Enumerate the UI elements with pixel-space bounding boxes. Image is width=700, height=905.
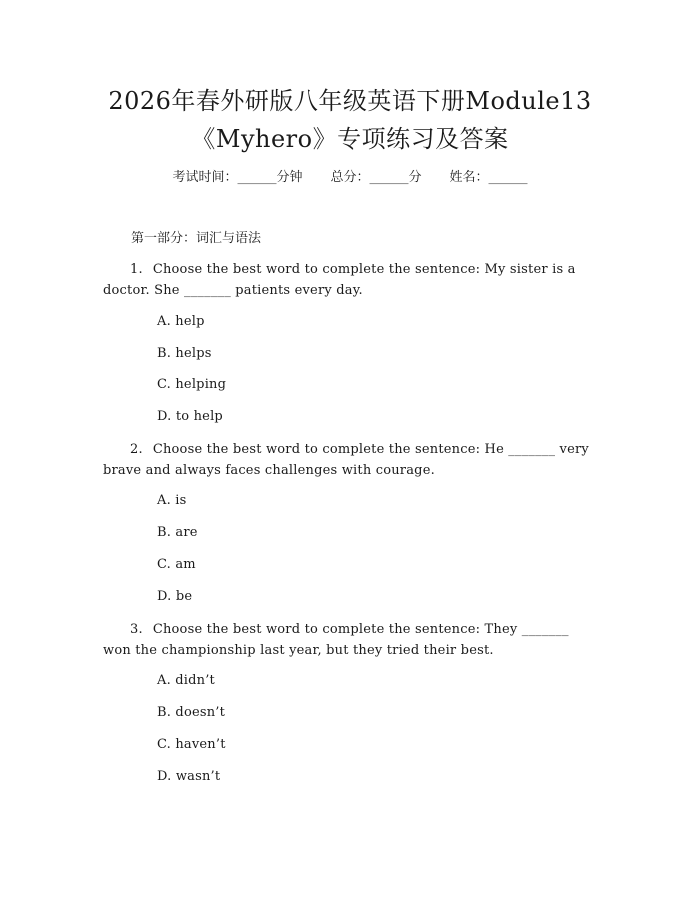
document-title-line-1: 2026年春外研版八年级英语下册Module13 — [108, 87, 592, 115]
document-title-line-2: 《Myhero》专项练习及答案 — [191, 125, 509, 153]
option-2b: B. are — [157, 525, 198, 540]
option-2c: C. am — [157, 557, 196, 572]
exam-info — [0, 168, 700, 188]
option-2d: D. be — [157, 589, 193, 604]
option-3d: D. wasn’t — [157, 769, 221, 784]
option-1c: C. helping — [157, 377, 227, 392]
option-3c: C. haven’t — [157, 737, 226, 752]
exam-time: 考试时间：______分钟 — [172, 170, 303, 185]
question-text: Choose the best word to complete the sentence: My sister is a doctor. She _______ patients every day. — [103, 262, 576, 298]
option-1b: B. helps — [157, 346, 212, 361]
question-2 — [103, 439, 593, 481]
question-number: 2. — [130, 442, 143, 457]
exam-score: 总分：______分 — [330, 170, 422, 185]
exam-name: 姓名：______ — [449, 170, 528, 185]
section-title: 第一部分：词汇与语法 — [131, 231, 262, 246]
option-3b: B. doesn’t — [157, 705, 226, 720]
question-text: Choose the best word to complete the sentence: He _______ very brave and always faces challenges with courage. — [103, 442, 589, 478]
option-2a: A. is — [157, 493, 187, 508]
question-3 — [103, 619, 593, 661]
question-number: 3. — [130, 622, 143, 637]
question-text: Choose the best word to complete the sentence: They _______ won the championship last year, but they tried their best. — [103, 622, 569, 658]
option-1d: D. to help — [157, 409, 223, 424]
question-number: 1. — [130, 262, 143, 277]
option-3a: A. didn’t — [157, 673, 215, 688]
question-1 — [103, 259, 593, 301]
option-1a: A. help — [157, 314, 205, 329]
